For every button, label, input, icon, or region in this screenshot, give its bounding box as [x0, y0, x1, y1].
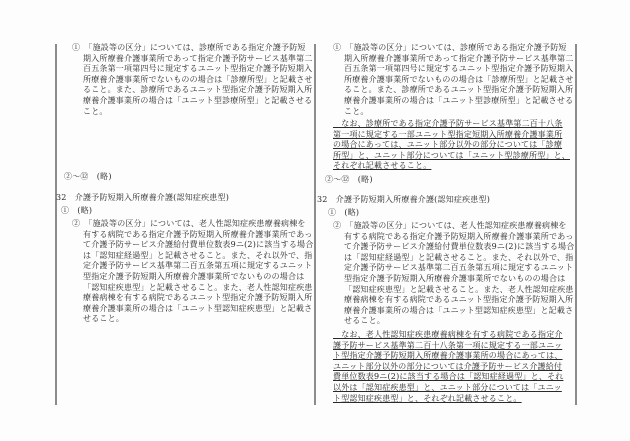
text-line: ト型認知症疾患型」と、それぞれ記載させること。 [333, 393, 522, 403]
text-line: ト型指定介護予防短期入所療養介護事業所の場合にあっては、 [333, 351, 563, 361]
text-line: 期入所療養介護事業所であって指定介護予防サービス基準第二 [83, 53, 313, 63]
right-item1 [333, 43, 574, 117]
left-omitted [64, 172, 112, 183]
text-line: て介護予防サービス介護給付費単位数表9ニ(2)に該当する場合 [344, 242, 575, 252]
table-border-right [575, 44, 577, 405]
text-line: 所型」と、ユニット部分については「ユニット型診療所型」と、 [333, 150, 570, 160]
text-line: 百五条第一項第四号に規定するユニット型指定介護予防短期入 [344, 64, 574, 74]
right-sub2-addition [333, 330, 563, 404]
text-line: なお、診療所である指定介護予防サービス基準第二百十八条 [333, 119, 563, 128]
text-line: 所療養介護事業所でないものの場合は「診療所型」と記載させ [83, 74, 313, 84]
text-line: て介護予防サービス介護給付費単位数表9ニ(2)に該当する場合 [83, 240, 314, 250]
right-sub2 [333, 221, 575, 327]
text-line: 療養介護事業所の場合は「ユニット型診療所型」と記載させる [344, 95, 574, 105]
text-line: 定介護予防サービス基準第二百五条第五項に規定するユニット [83, 261, 313, 271]
text-line: それぞれ記載させること。 [333, 161, 432, 171]
text-line: 百五条第一項第四号に規定するユニット型指定介護予防短期入 [83, 64, 313, 74]
text-line: こと。 [344, 106, 369, 116]
column-divider [314, 44, 316, 405]
text-line: 第一項に規定する一部ユニット型指定短期入所療養介護事業所 [333, 129, 563, 139]
right-omitted [325, 175, 373, 186]
left-sub1 [61, 206, 93, 217]
text-line: ②〜⑫ (略) [325, 175, 373, 184]
text-line: 療養介護事業所の場合は「ユニット型認知症疾患型」と記載さ [83, 303, 313, 313]
text-line: ユニット部分以外の部分については介護予防サービス介護給付 [333, 361, 563, 371]
text-line: せること。 [83, 314, 124, 324]
text-line: 療養病棟を有する病院であるユニット型指定介護予防短期入所 [83, 293, 313, 303]
right-item1-addition [333, 119, 570, 172]
text-line: 費単位数表9ニ(2)に該当する場合は「認知症経過型」と、それ [333, 372, 564, 382]
text-line: ① 「施設等の区分」については、診療所である指定介護予防短 [72, 43, 306, 52]
text-line: 「認知症疾患型」と記載させること。また、老人性認知症疾患 [83, 282, 313, 292]
text-line: ① (略) [61, 206, 93, 215]
text-line: 療養病棟を有する病院であるユニット型指定介護予防短期入所 [344, 295, 574, 305]
table-border-left [55, 44, 57, 405]
text-line: 有する病院である指定介護予防短期入所療養介護事業所であっ [344, 231, 574, 241]
left-section-heading [56, 193, 230, 204]
left-item1 [72, 43, 313, 117]
text-line: ること。また、診療所であるユニット型指定介護予防短期入所 [344, 85, 574, 95]
text-line: 期入所療養介護事業所であって指定介護予防サービス基準第二 [344, 53, 574, 63]
text-line: ② 「施設等の区分」については、老人性認知症疾患療養病棟を [72, 219, 306, 228]
text-line: こと。 [83, 106, 108, 116]
text-line: なお、老人性認知症疾患療養病棟を有する病院である指定介 [333, 330, 563, 339]
text-line: ② 「施設等の区分」については、老人性認知症疾患療養病棟を [333, 221, 567, 230]
text-line: 療養介護事業所の場合は「ユニット型診療所型」と記載させる [83, 95, 313, 105]
text-line: ① (略) [328, 208, 360, 217]
text-line: 療養介護事業所の場合は「ユニット型認知症疾患型」と記載さ [344, 305, 574, 315]
text-line: は「認知症経過型」と記載させること。また、それ以外で、指 [344, 252, 574, 262]
text-line: 定介護予防サービス基準第二百五条第五項に規定するユニット [344, 263, 574, 273]
text-line: ① 「施設等の区分」については、診療所である指定介護予防短 [333, 43, 567, 52]
text-line: せること。 [344, 316, 385, 326]
text-line: 所療養介護事業所でないものの場合は「診療所型」と記載させ [344, 74, 574, 84]
text-line: 型指定介護予防短期入所療養介護事業所でないものの場合は [83, 271, 305, 281]
text-line: ること。また、診療所であるユニット型指定介護予防短期入所 [83, 85, 313, 95]
text-line: 32 介護予防短期入所療養介護(認知症疾患型) [317, 195, 491, 204]
right-sub1 [328, 208, 360, 219]
text-line: は「認知症経過型」と記載させること。また、それ以外で、指 [83, 250, 313, 260]
text-line: 以外は「認知症疾患型」と、ユニット部分については「ユニッ [333, 382, 562, 392]
right-section-heading [317, 195, 491, 206]
text-line: 型指定介護予防短期入所療養介護事業所でないものの場合は [344, 273, 566, 283]
text-line: の場合にあっては、ユニット部分以外の部分については「診療 [333, 140, 563, 150]
text-line: 護予防サービス基準第二百十八条第一項に規定する一部ユニッ [333, 340, 563, 350]
text-line: 有する病院である指定介護予防短期入所療養介護事業所であっ [83, 229, 313, 239]
text-line: 32 介護予防短期入所療養介護(認知症疾患型) [56, 193, 230, 202]
text-line: 「認知症疾患型」と記載させること。また、老人性認知症疾患 [344, 284, 574, 294]
text-line: ②〜⑫ (略) [64, 172, 112, 181]
left-sub2 [72, 219, 314, 325]
